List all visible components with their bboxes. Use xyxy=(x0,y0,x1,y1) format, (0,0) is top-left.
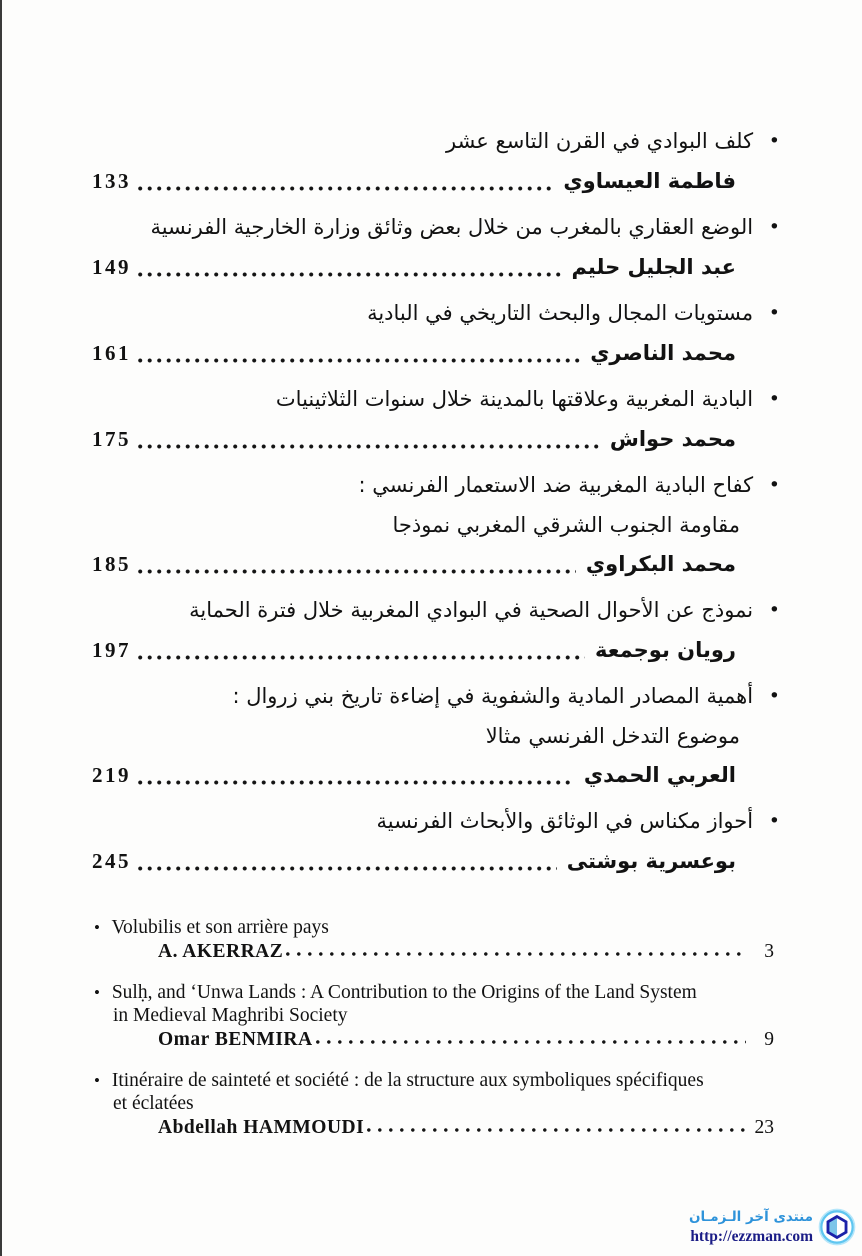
dot-leader xyxy=(137,654,585,661)
dot-leader xyxy=(137,568,576,575)
dot-leader xyxy=(315,1039,746,1045)
bullet-icon: • xyxy=(768,388,780,410)
page-number: 175 xyxy=(92,427,131,451)
entry-titles xyxy=(94,981,774,1028)
toc-entry xyxy=(92,591,780,670)
entry-author-line xyxy=(92,248,780,287)
entry-author: A. AKERRAZ xyxy=(158,940,284,962)
entry-title-text: مقاومة الجنوب الشرقي المغربي نموذجا xyxy=(392,513,740,537)
entry-author-line xyxy=(92,842,780,881)
bullet-icon: • xyxy=(768,130,780,152)
entry-author: العربي الحمدي xyxy=(583,763,736,787)
toc-entry xyxy=(92,208,780,287)
entry-title-text: أهمية المصادر المادية والشفوية في إضاءة تاريخ بني زروال : xyxy=(232,684,754,708)
entry-title-line xyxy=(94,1004,774,1028)
entry-author: محمد حواش xyxy=(609,427,736,451)
toc-entry xyxy=(94,916,774,964)
entry-title-text: مستويات المجال والبحث التاريخي في البادية xyxy=(367,301,754,325)
entry-title-line xyxy=(94,1069,774,1093)
entry-titles xyxy=(92,208,780,248)
ezzman-watermark xyxy=(689,1206,856,1248)
dot-leader xyxy=(285,951,746,957)
page-number: 161 xyxy=(92,341,131,365)
entry-title-text: in Medieval Maghribi Society xyxy=(113,1005,348,1026)
entry-titles xyxy=(92,466,780,545)
page-number: 197 xyxy=(92,638,131,662)
watermark-site-name: منتدى آخر الـزمـان xyxy=(689,1209,813,1225)
entry-title-text: الوضع العقاري بالمغرب من خلال بعض وثائق وزارة الخارجية الفرنسية xyxy=(150,215,754,239)
dot-leader xyxy=(366,1127,746,1133)
entry-title-line xyxy=(92,717,780,756)
latin-toc-section xyxy=(2,888,862,1140)
bullet-icon: • xyxy=(94,1070,100,1090)
entry-author-line xyxy=(92,631,780,670)
entry-title-line xyxy=(92,466,780,506)
page-number: 149 xyxy=(92,255,131,279)
toc-entry xyxy=(94,981,774,1052)
entry-title-text: et éclatées xyxy=(113,1093,194,1114)
entry-titles xyxy=(92,591,780,631)
bullet-icon: • xyxy=(768,216,780,238)
dot-leader xyxy=(137,271,561,278)
entry-title-line xyxy=(92,380,780,420)
toc-entry xyxy=(92,380,780,459)
arabic-toc-section xyxy=(2,0,862,881)
entry-author-line xyxy=(94,940,774,964)
entry-title-text: كلف البوادي في القرن التاسع عشر xyxy=(445,129,754,153)
entry-author-line xyxy=(92,334,780,373)
entry-title-line xyxy=(94,1092,774,1116)
entry-title-text: نموذج عن الأحوال الصحية في البوادي المغربية خلال فترة الحماية xyxy=(189,598,754,622)
entry-title-text: موضوع التدخل الفرنسي مثالا xyxy=(485,724,740,748)
bullet-icon: • xyxy=(768,685,780,707)
toc-entry xyxy=(92,294,780,373)
entry-title-line xyxy=(92,677,780,717)
page-number: 9 xyxy=(764,1028,774,1050)
bullet-icon: • xyxy=(768,810,780,832)
entry-title-line xyxy=(92,591,780,631)
bullet-icon: • xyxy=(94,982,100,1002)
page-number: 133 xyxy=(92,169,131,193)
entry-author: Omar BENMIRA xyxy=(158,1028,313,1050)
dot-leader xyxy=(137,443,600,450)
toc-entry xyxy=(92,677,780,795)
entry-title-line xyxy=(94,916,774,940)
entry-author: محمد الناصري xyxy=(590,341,736,365)
entry-title-text: أحواز مكناس في الوثائق والأبحاث الفرنسية xyxy=(376,809,754,833)
page-number: 23 xyxy=(754,1116,774,1138)
entry-author: فاطمة العيساوي xyxy=(563,169,736,193)
entry-titles xyxy=(92,802,780,842)
toc-entry xyxy=(92,802,780,881)
page-number: 185 xyxy=(92,552,131,576)
dot-leader xyxy=(137,779,574,786)
entry-title-text: Sulḥ, and ‘Unwa Lands : A Contribution to the Origins of the Land System xyxy=(111,981,697,1003)
entry-titles xyxy=(92,380,780,420)
bullet-icon: • xyxy=(768,474,780,496)
toc-entry xyxy=(92,466,780,584)
entry-title-line xyxy=(92,506,780,545)
entry-author-line xyxy=(92,545,780,584)
dot-leader xyxy=(137,865,557,872)
watermark-url[interactable]: http://ezzman.com xyxy=(690,1228,813,1245)
entry-titles xyxy=(92,677,780,756)
bullet-icon: • xyxy=(94,918,100,937)
entry-author-line xyxy=(92,420,780,459)
entry-author-line xyxy=(94,1116,774,1140)
entry-titles xyxy=(94,916,774,940)
entry-author: Abdellah HAMMOUDI xyxy=(158,1116,365,1138)
page-number: 3 xyxy=(764,940,774,962)
page-number: 219 xyxy=(92,763,131,787)
toc-entry xyxy=(94,1069,774,1140)
toc-entry xyxy=(92,122,780,201)
entry-title-line xyxy=(92,294,780,334)
entry-title-line xyxy=(92,122,780,162)
entry-title-text: كفاح البادية المغربية ضد الاستعمار الفرنسي : xyxy=(358,473,754,497)
entry-author: محمد البكراوي xyxy=(585,552,736,576)
entry-title-line xyxy=(92,802,780,842)
entry-titles xyxy=(92,294,780,334)
page-number: 245 xyxy=(92,849,131,873)
entry-author-line xyxy=(92,162,780,201)
entry-author-line xyxy=(92,756,780,795)
entry-title-text: Itinéraire de sainteté et société : de la structure aux symboliques spécifiques xyxy=(111,1069,704,1091)
entry-title-line xyxy=(94,981,774,1005)
bullet-icon: • xyxy=(768,302,780,324)
entry-author: عبد الجليل حليم xyxy=(571,255,736,279)
entry-author-line xyxy=(94,1028,774,1052)
entry-author: بوعسرية بوشتى xyxy=(566,849,736,873)
bullet-icon: • xyxy=(768,599,780,621)
entry-title-line xyxy=(92,208,780,248)
dot-leader xyxy=(137,185,553,192)
dot-leader xyxy=(137,357,580,364)
watermark-text xyxy=(689,1208,813,1246)
entry-title-text: Volubilis et son arrière pays xyxy=(111,917,329,938)
entry-titles xyxy=(92,122,780,162)
entry-titles xyxy=(94,1069,774,1116)
entry-author: رويان بوجمعة xyxy=(594,638,736,662)
entry-title-text: البادية المغربية وعلاقتها بالمدينة خلال سنوات الثلاثينيات xyxy=(275,387,754,411)
ezzman-logo-icon xyxy=(818,1206,856,1248)
